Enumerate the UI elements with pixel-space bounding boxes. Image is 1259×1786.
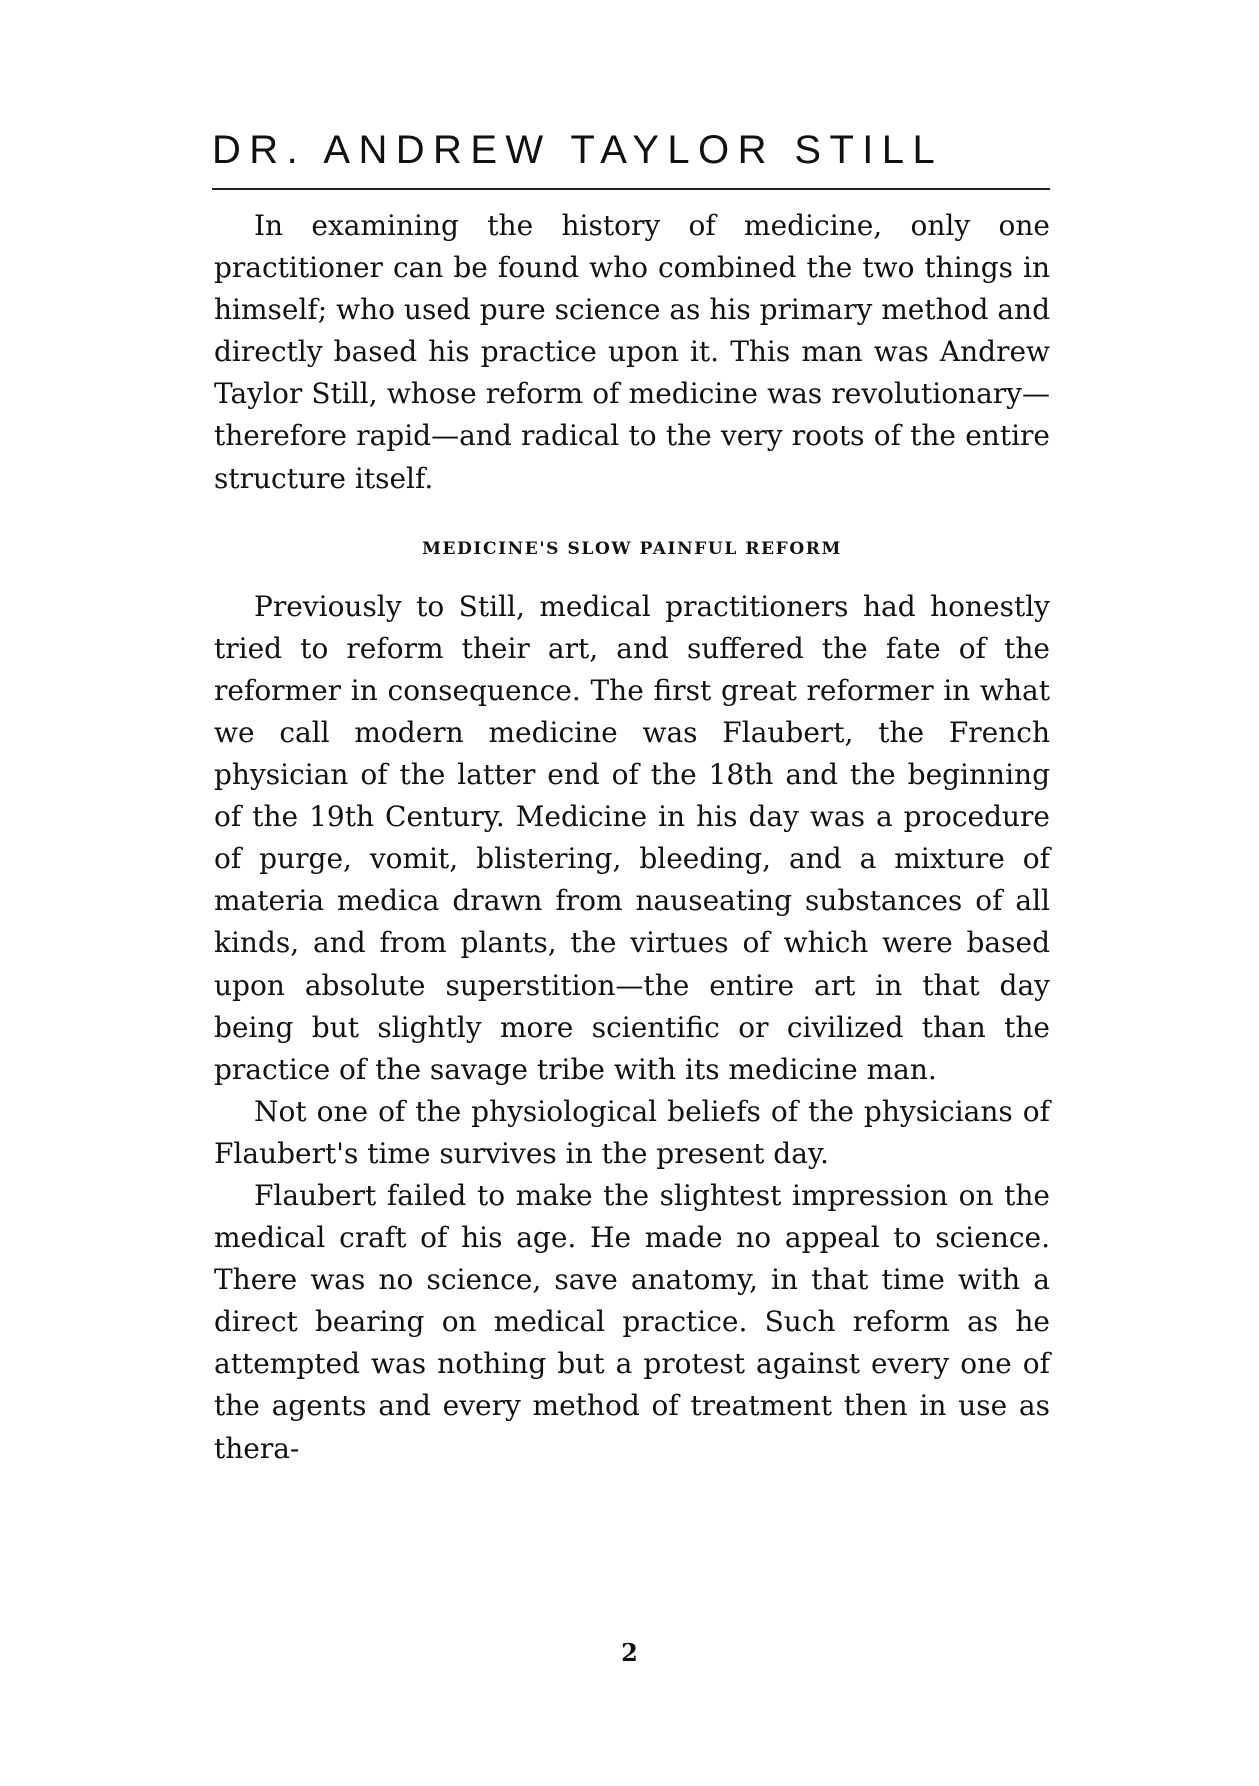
paragraph-flaubert-failure: Flaubert failed to make the slightest impression on the medical craft of his age. He made no appeal to science. There was no science, save anatomy, in that time with a direct bearing on medical practice. Such reform as he attempted was nothing but a protest against every one of the agents and every method of treatment then in use as thera- xyxy=(214,1178,1050,1465)
paragraph-physiological-beliefs: Not one of the physiological beliefs of the physicians of Flaubert's time survives in the present day. xyxy=(214,1094,1050,1170)
body-text xyxy=(214,205,1050,1470)
paragraph-intro: In examining the history of medicine, only one practitioner can be found who combined the two things in himself; who used pure science as his primary method and directly based his practice upon it. This man was Andrew Taylor Still, whose reform of medicine was revolutionary—therefore rapid—and radical to the very roots of the entire structure itself. xyxy=(214,209,1050,495)
running-head: DR. ANDREW TAYLOR STILL xyxy=(212,118,1050,190)
paragraph-previous-reformers: Previously to Still, medical practitioners had honestly tried to reform their art, and suffered the fate of the reformer in consequence. The first great reformer in what we call modern medicine was Flaubert, the French physician of the latter end of the 18th and the beginning of the 19th Century. Medicine in his day was a procedure of purge, vomit, blistering, bleeding, and a mixture of materia medica drawn from nauseating substances of all kinds, and from plants, the virtues of which were based upon absolute superstition—the entire art in that day being but slightly more scientific or civilized than the practice of the savage tribe with its medicine man. xyxy=(214,589,1050,1086)
section-subheading: MEDICINE'S SLOW PAINFUL REFORM xyxy=(422,538,842,559)
page-number: 2 xyxy=(621,1638,638,1667)
